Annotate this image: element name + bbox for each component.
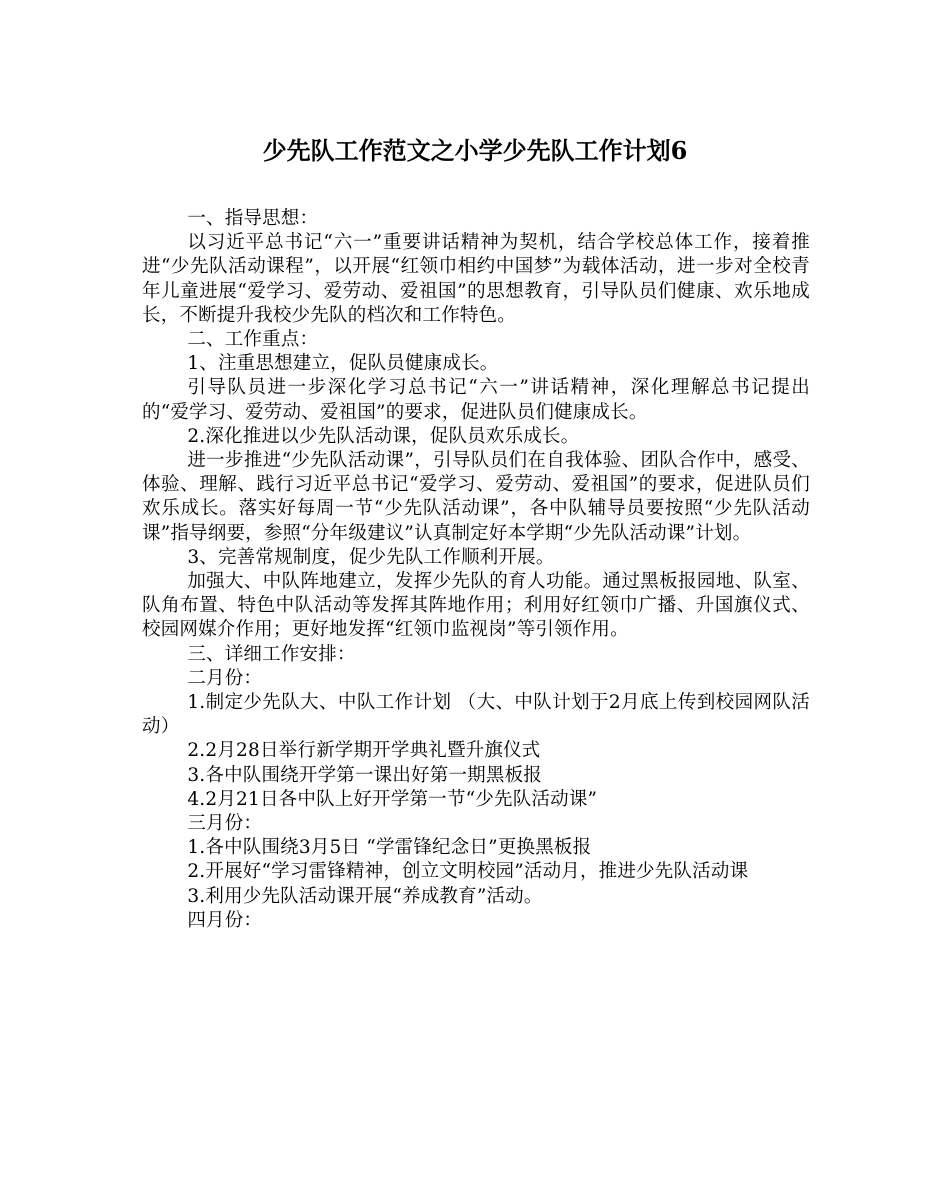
paragraph-focus-2: 进一步推进“少先队活动课”，引导队员们在自我体验、团队合作中，感受、体验、理解、践行习近平总书记“爱学习、爱劳动、爱祖国”的要求，促进队员们欢乐成长。落实好每周一节“少先队活动课”，各中队辅导员要按照“少先队活动课”指导纲要，参照“分年级建议”认真制定好本学期“少先队活动课”计划。 <box>142 450 810 544</box>
section-heading-work-schedule: 三、详细工作安排： <box>187 643 356 665</box>
list-item-focus-3: 3、完善常规制度，促少先队工作顺利开展。 <box>187 546 555 568</box>
list-item-focus-1: 1、注重思想建立，促队员健康成长。 <box>187 353 499 375</box>
section-heading-guiding-ideology: 一、指导思想： <box>187 208 319 229</box>
month-heading-february: 二月份： <box>187 667 263 689</box>
month-heading-march: 三月份： <box>187 813 263 835</box>
section-heading-work-focus: 二、工作重点： <box>187 329 319 351</box>
paragraph-guiding-ideology: 以习近平总书记“六一”重要讲话精神为契机，结合学校总体工作，接着推进“少先队活动课程”，以开展“红领巾相约中国梦”为载体活动，进一步对全校青年儿童进展“爱学习、爱劳动、爱祖国”的思想教育，引导队员们健康、欢乐地成长，不断提升我校少先队的档次和工作特色。 <box>142 232 810 326</box>
list-item-march-1: 1.各中队围绕3月5日 “学雷锋纪念日”更换黑板报 <box>187 837 592 859</box>
list-item-february-2: 2.2月28日举行新学期开学典礼暨升旗仪式 <box>187 740 541 762</box>
list-item-february-3: 3.各中队围绕开学第一课出好第一期黑板报 <box>187 764 542 786</box>
list-item-february-4: 4.2月21日各中队上好开学第一节“少先队活动课” <box>187 788 598 810</box>
paragraph-focus-3: 加强大、中队阵地建立，发挥少先队的育人功能。通过黑板报园地、队室、队角布置、特色中队活动等发挥其阵地作用；利用好红领巾广播、升国旗仪式、校园网媒介作用；更好地发挥“红领巾监视岗”等引领作用。 <box>142 571 810 641</box>
month-heading-april: 四月份： <box>187 909 263 931</box>
document-title: 少先队工作范文之小学少先队工作计划6 <box>262 136 688 165</box>
paragraph-focus-1: 引导队员进一步深化学习总书记“六一”讲话精神，深化理解总书记提出的“爱学习、爱劳动、爱祖国”的要求，促进队员们健康成长。 <box>142 377 810 423</box>
list-item-focus-2: 2.深化推进以少先队活动课，促队员欢乐成长。 <box>187 425 580 447</box>
list-item-february-1: 1.制定少先队大、中队工作计划 （大、中队计划于2月底上传到校园网队活动） <box>142 692 810 738</box>
document-body <box>142 207 810 933</box>
list-item-march-3: 3.利用少先队活动课开展“养成教育”活动。 <box>187 885 543 907</box>
list-item-march-2: 2.开展好“学习雷锋精神，创立文明校园”活动月，推进少先队活动课 <box>187 861 749 883</box>
